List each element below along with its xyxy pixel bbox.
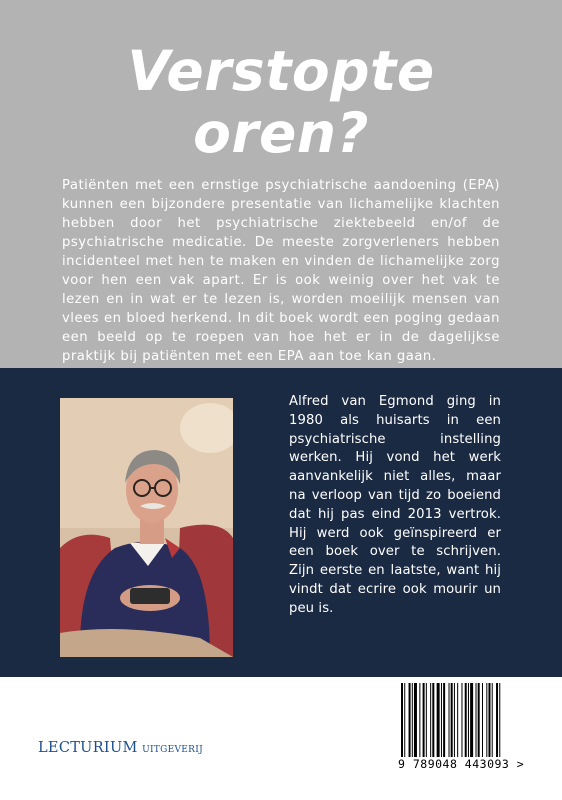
barcode-bar [482, 683, 483, 759]
barcode-bar [432, 683, 434, 759]
barcode-bar [465, 683, 467, 759]
barcode-bar [499, 683, 500, 759]
barcode-bar [437, 683, 440, 759]
barcode-bar [488, 683, 490, 759]
title-line-2: oren? [193, 101, 369, 165]
barcode-bar [476, 683, 477, 759]
book-title [0, 40, 562, 164]
barcode-bar [426, 683, 427, 759]
title-line-1: Verstopte [127, 39, 435, 103]
publisher-name: LECTURIUM [38, 740, 138, 756]
barcode-bar [419, 683, 420, 759]
barcode-bar [468, 683, 469, 759]
author-photo [60, 398, 233, 657]
barcode-bar [430, 683, 431, 759]
barcode-bar [461, 683, 462, 759]
barcode-bar [451, 683, 453, 759]
barcode-bar [441, 683, 442, 759]
barcode-bar [478, 683, 480, 759]
barcode-bar [454, 683, 455, 759]
barcode-bar [401, 683, 403, 759]
barcode-bar [423, 683, 425, 759]
barcode-bars [401, 683, 527, 759]
barcode-bar [443, 683, 445, 759]
publisher-logo [38, 740, 203, 756]
barcode-bar [414, 683, 417, 759]
barcode-bar [457, 683, 458, 759]
barcode-bar [470, 683, 473, 759]
barcode-bar [409, 683, 411, 759]
barcode-bar [496, 683, 498, 759]
isbn-number: 9 789048 443093 > [398, 757, 538, 771]
barcode-bar [412, 683, 413, 759]
barcode-bar [404, 683, 405, 759]
author-bio: Alfred van Egmond ging in 1980 als huisarts in een psychiatrische instelling werken. Hij vond het werk aanvankelijk niet alles, maar na verloop van tijd zo boeiend dat hij pas eind 2013 vertrok. Hij werd ook geïnspireerd er een boek over te schrijven. Zijn eerste en laatste, want hij vindt dat ecrire ook mourir un peu is. [289, 394, 501, 616]
blurb-text: Patiënten met een ernstige psychiatrische aandoening (EPA) kunnen een bijzondere presentatie van lichamelijke klachten hebben door het psychiatrische ziektebeeld en/of de psychiatrische medicatie. De meeste zorgverleners hebben incidenteel met hen te maken en vinden de lichamelijke zorg voor hen een vak apart. Er is ook weinig over het vak te lezen en in wat er te lezen is, worden moeilijk mensen van vlees en bloed herkend. In dit boek wordt een poging gedaan een beeld op te roepen van hoe het er in de dagelijkse praktijk bij patiënten met een EPA aan toe kan gaan. [62, 178, 500, 364]
barcode-bar [449, 683, 450, 759]
barcode-bar [492, 683, 493, 759]
publisher-suffix: uitgeverij [142, 741, 203, 756]
barcode-bar [486, 683, 487, 759]
author-portrait-image [60, 398, 233, 657]
